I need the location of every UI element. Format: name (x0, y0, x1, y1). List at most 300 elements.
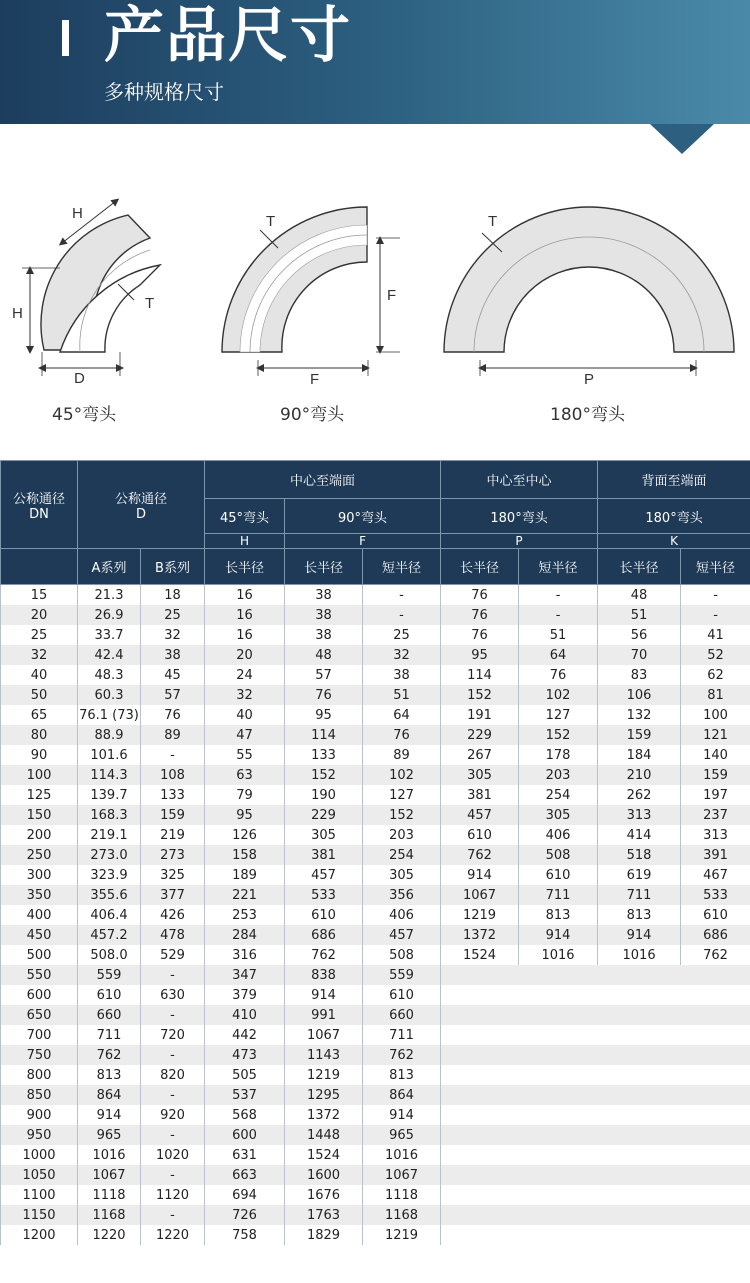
table-cell: 100 (1, 765, 78, 785)
table-cell: 864 (78, 1085, 141, 1105)
table-cell (681, 1125, 750, 1145)
table-cell: 347 (205, 965, 285, 985)
table-cell (519, 1065, 598, 1085)
table-cell: 203 (363, 825, 441, 845)
table-cell: 711 (519, 885, 598, 905)
table-cell: 140 (681, 745, 750, 765)
table-row (1, 685, 750, 705)
table-cell: - (141, 745, 205, 765)
table-cell: 56 (598, 625, 681, 645)
table-cell: 377 (141, 885, 205, 905)
table-row (1, 1025, 750, 1045)
table-cell: 379 (205, 985, 285, 1005)
table-cell (598, 1025, 681, 1045)
table-cell: 631 (205, 1145, 285, 1165)
f-right-label: F (387, 287, 397, 304)
table-cell: 76 (441, 605, 519, 625)
elbow-45-drawing (22, 201, 160, 376)
table-cell: 273.0 (78, 845, 141, 865)
table-cell: 48 (285, 645, 363, 665)
table-cell: 100 (681, 705, 750, 725)
table-row (1, 805, 750, 825)
table-cell: 114 (441, 665, 519, 685)
table-cell (441, 1125, 519, 1145)
table-cell: 711 (598, 885, 681, 905)
table-cell: 813 (519, 905, 598, 925)
header-elbow180-p: 180°弯头 (441, 499, 598, 534)
table-cell: 38 (363, 665, 441, 685)
table-cell: 1219 (441, 905, 519, 925)
table-cell: 57 (285, 665, 363, 685)
table-cell: 1200 (1, 1225, 78, 1245)
table-cell: 1295 (285, 1085, 363, 1105)
table-row (1, 1045, 750, 1065)
table-cell: 914 (285, 985, 363, 1005)
table-cell: 152 (519, 725, 598, 745)
table-cell: 559 (78, 965, 141, 985)
table-cell: 52 (681, 645, 750, 665)
table-cell: 70 (598, 645, 681, 665)
table-row (1, 785, 750, 805)
table-row (1, 625, 750, 645)
table-cell: 900 (1, 1105, 78, 1125)
f-bottom-label: F (310, 371, 320, 388)
table-cell: 1524 (441, 945, 519, 965)
elbow-90-drawing (222, 207, 400, 376)
table-cell: 26.9 (78, 605, 141, 625)
table-cell: 686 (285, 925, 363, 945)
table-cell: 610 (285, 905, 363, 925)
table-cell: 24 (205, 665, 285, 685)
table-cell: 1372 (441, 925, 519, 945)
table-cell: - (141, 1085, 205, 1105)
table-cell: 284 (205, 925, 285, 945)
table-cell: 325 (141, 865, 205, 885)
table-cell: 478 (141, 925, 205, 945)
table-cell: 1219 (285, 1065, 363, 1085)
table-cell: 40 (205, 705, 285, 725)
table-cell: 500 (1, 945, 78, 965)
header-h-long: 长半径 (205, 549, 285, 585)
table-cell: 406.4 (78, 905, 141, 925)
header-p: P (441, 534, 598, 549)
table-cell: 991 (285, 1005, 363, 1025)
table-cell: 1100 (1, 1185, 78, 1205)
table-cell: 190 (285, 785, 363, 805)
table-cell: 610 (363, 985, 441, 1005)
table-cell (519, 1025, 598, 1045)
table-cell: 508.0 (78, 945, 141, 965)
table-cell (598, 1065, 681, 1085)
header-d-label: 公称通径 (115, 491, 168, 507)
table-row (1, 1065, 750, 1085)
table-cell: 41 (681, 625, 750, 645)
table-cell: 473 (205, 1045, 285, 1065)
table-cell (441, 1085, 519, 1105)
table-cell: 529 (141, 945, 205, 965)
table-cell: 152 (363, 805, 441, 825)
header-k-long: 长半径 (598, 549, 681, 585)
header-d (78, 461, 205, 549)
table-cell: 457.2 (78, 925, 141, 945)
table-cell (441, 1185, 519, 1205)
table-cell: 62 (681, 665, 750, 685)
table-cell: 518 (598, 845, 681, 865)
table-body (1, 585, 750, 1246)
table-row (1, 1225, 750, 1245)
table-row (1, 925, 750, 945)
table-row (1, 585, 750, 606)
table-cell (681, 1065, 750, 1085)
table-cell (681, 1225, 750, 1245)
table-cell: - (681, 585, 750, 606)
table-cell (598, 1125, 681, 1145)
table-cell: 426 (141, 905, 205, 925)
header-center-end: 中心至端面 (205, 461, 441, 499)
table-cell: 16 (205, 625, 285, 645)
table-cell: 114.3 (78, 765, 141, 785)
table-row (1, 825, 750, 845)
table-cell: 356 (363, 885, 441, 905)
table-cell: 237 (681, 805, 750, 825)
table-cell: 48.3 (78, 665, 141, 685)
table-cell: - (681, 605, 750, 625)
table-cell: 89 (141, 725, 205, 745)
table-cell (681, 965, 750, 985)
table-cell: 568 (205, 1105, 285, 1125)
table-cell: 305 (363, 865, 441, 885)
t-label-180: T (488, 213, 498, 230)
table-cell: 89 (363, 745, 441, 765)
table-cell: 619 (598, 865, 681, 885)
table-row (1, 705, 750, 725)
table-cell: 76 (285, 685, 363, 705)
table-cell: 1067 (363, 1165, 441, 1185)
table-cell: 750 (1, 1045, 78, 1065)
table-cell (441, 1005, 519, 1025)
table-row (1, 945, 750, 965)
table-cell: 33.7 (78, 625, 141, 645)
table-cell: 650 (1, 1005, 78, 1025)
table-cell: 57 (141, 685, 205, 705)
table-cell: 1763 (285, 1205, 363, 1225)
table-cell: 914 (598, 925, 681, 945)
table-cell: 950 (1, 1125, 78, 1145)
table-cell: 355.6 (78, 885, 141, 905)
table-cell: 1016 (598, 945, 681, 965)
table-row (1, 1005, 750, 1025)
table-cell: 1000 (1, 1145, 78, 1165)
table-cell: 1120 (141, 1185, 205, 1205)
table-cell: 21.3 (78, 585, 141, 606)
table-cell: 1524 (285, 1145, 363, 1165)
table-row (1, 1205, 750, 1225)
table-row (1, 1185, 750, 1205)
table-cell: 850 (1, 1085, 78, 1105)
table-cell: 1219 (363, 1225, 441, 1245)
table-cell: 133 (285, 745, 363, 765)
table-cell: 168.3 (78, 805, 141, 825)
table-cell: 229 (285, 805, 363, 825)
table-cell: 64 (519, 645, 598, 665)
table-cell: 76.1 (73) (78, 705, 141, 725)
header-elbow180-k: 180°弯头 (598, 499, 750, 534)
t-label-45: T (145, 295, 155, 312)
table-cell (681, 1005, 750, 1025)
table-cell: 45 (141, 665, 205, 685)
table-cell: - (363, 585, 441, 606)
table-cell: 253 (205, 905, 285, 925)
caption-180-elbow: 180°弯头 (550, 405, 625, 425)
table-row (1, 1165, 750, 1185)
table-row (1, 1125, 750, 1145)
table-cell: 381 (285, 845, 363, 865)
table-cell: 197 (681, 785, 750, 805)
table-cell: 76 (519, 665, 598, 685)
table-cell (681, 1145, 750, 1165)
table-cell: 254 (363, 845, 441, 865)
elbow-180-drawing (444, 207, 734, 376)
table-cell (441, 1105, 519, 1125)
table-cell: 1050 (1, 1165, 78, 1185)
table-cell: 178 (519, 745, 598, 765)
table-cell: 663 (205, 1165, 285, 1185)
table-cell: 414 (598, 825, 681, 845)
table-cell: 210 (598, 765, 681, 785)
header-p-long: 长半径 (441, 549, 519, 585)
table-cell: 88.9 (78, 725, 141, 745)
table-cell: 20 (205, 645, 285, 665)
table-cell: 159 (598, 725, 681, 745)
table-cell: 406 (519, 825, 598, 845)
table-cell (681, 1105, 750, 1125)
table-cell (598, 1225, 681, 1245)
table-cell: 51 (363, 685, 441, 705)
table-cell: 76 (141, 705, 205, 725)
table-row (1, 765, 750, 785)
table-cell: 60.3 (78, 685, 141, 705)
table-cell (441, 1145, 519, 1165)
table-cell: 813 (363, 1065, 441, 1085)
table-cell: 38 (285, 625, 363, 645)
table-cell: 600 (205, 1125, 285, 1145)
header-dn (1, 461, 78, 549)
table-cell: 1168 (78, 1205, 141, 1225)
table-cell: 102 (519, 685, 598, 705)
table-cell: 63 (205, 765, 285, 785)
table-cell: 25 (1, 625, 78, 645)
table-cell: 316 (205, 945, 285, 965)
table-cell: 450 (1, 925, 78, 945)
table-cell: 48 (598, 585, 681, 606)
table-cell: 838 (285, 965, 363, 985)
table-cell: 80 (1, 725, 78, 745)
table-cell: 610 (519, 865, 598, 885)
table-cell: 250 (1, 845, 78, 865)
table-cell: 694 (205, 1185, 285, 1205)
table-cell: 203 (519, 765, 598, 785)
table-cell: 864 (363, 1085, 441, 1105)
table-cell: 762 (363, 1045, 441, 1065)
table-cell (598, 1085, 681, 1105)
h-left-label: H (12, 305, 23, 322)
table-cell: 1118 (363, 1185, 441, 1205)
table-cell (681, 1165, 750, 1185)
table-cell: 51 (519, 625, 598, 645)
table-row (1, 965, 750, 985)
table-cell (441, 1165, 519, 1185)
table-cell (519, 1205, 598, 1225)
table-cell: 914 (78, 1105, 141, 1125)
caption-90-elbow: 90°弯头 (280, 405, 345, 425)
table-cell: 1600 (285, 1165, 363, 1185)
table-cell: 381 (441, 785, 519, 805)
table-cell: 65 (1, 705, 78, 725)
table-cell: 101.6 (78, 745, 141, 765)
table-row (1, 725, 750, 745)
header-series-a: A系列 (78, 549, 141, 585)
table-cell: 762 (681, 945, 750, 965)
table-cell (598, 1185, 681, 1205)
table-cell: 400 (1, 905, 78, 925)
table-cell: 700 (1, 1025, 78, 1045)
table-cell: 1020 (141, 1145, 205, 1165)
table-cell: 1143 (285, 1045, 363, 1065)
table-cell (598, 1005, 681, 1025)
page-title: 产品尺寸 (104, 1, 352, 71)
table-cell: 660 (363, 1005, 441, 1025)
table-cell: - (141, 1165, 205, 1185)
table-cell: 965 (363, 1125, 441, 1145)
table-cell: 813 (598, 905, 681, 925)
table-cell: 537 (205, 1085, 285, 1105)
table-cell: - (519, 585, 598, 606)
table-cell (519, 1005, 598, 1025)
table-cell: 159 (681, 765, 750, 785)
table-cell: 76 (441, 625, 519, 645)
table-cell: 914 (519, 925, 598, 945)
page-subtitle: 多种规格尺寸 (104, 80, 224, 104)
table-cell: 965 (78, 1125, 141, 1145)
header-f-long: 长半径 (285, 549, 363, 585)
dimension-table (0, 460, 750, 1245)
table-cell: 47 (205, 725, 285, 745)
header-elbow45: 45°弯头 (205, 499, 285, 534)
table-cell (598, 1165, 681, 1185)
header-center-center: 中心至中心 (441, 461, 598, 499)
table-cell: 1372 (285, 1105, 363, 1125)
h-top-label: H (72, 205, 83, 222)
header-dn-blank (1, 549, 78, 585)
table-cell: 133 (141, 785, 205, 805)
table-cell: 219 (141, 825, 205, 845)
table-cell: - (141, 1005, 205, 1025)
table-cell: 720 (141, 1025, 205, 1045)
table-cell: 920 (141, 1105, 205, 1125)
table-cell (441, 1045, 519, 1065)
table-cell: 914 (363, 1105, 441, 1125)
table-cell: 38 (285, 585, 363, 606)
table-cell (441, 1065, 519, 1085)
header-series-b: B系列 (141, 549, 205, 585)
table-cell: 726 (205, 1205, 285, 1225)
table-cell: 102 (363, 765, 441, 785)
table-cell (441, 1225, 519, 1245)
table-cell: 32 (363, 645, 441, 665)
table-cell: - (519, 605, 598, 625)
table-row (1, 645, 750, 665)
table-cell (598, 985, 681, 1005)
header-banner (0, 0, 750, 124)
table-cell: 150 (1, 805, 78, 825)
table-cell: 457 (285, 865, 363, 885)
table-cell: 152 (441, 685, 519, 705)
table-cell: 32 (141, 625, 205, 645)
table-cell: 762 (285, 945, 363, 965)
header-k: K (598, 534, 750, 549)
table-cell: 127 (363, 785, 441, 805)
table-cell: 16 (205, 605, 285, 625)
table-cell: 81 (681, 685, 750, 705)
table-cell: 1168 (363, 1205, 441, 1225)
table-cell: 300 (1, 865, 78, 885)
table-cell: 533 (681, 885, 750, 905)
table-cell: 79 (205, 785, 285, 805)
table-cell (519, 1125, 598, 1145)
table-cell: 20 (1, 605, 78, 625)
table-cell: 32 (205, 685, 285, 705)
header-p-short: 短半径 (519, 549, 598, 585)
table-cell: 95 (441, 645, 519, 665)
table-cell (441, 965, 519, 985)
table-cell (681, 1025, 750, 1045)
table-cell: 406 (363, 905, 441, 925)
table-cell (598, 1145, 681, 1165)
table-cell: 660 (78, 1005, 141, 1025)
table-cell: 267 (441, 745, 519, 765)
caption-45-elbow: 45°弯头 (52, 405, 117, 425)
table-cell: 457 (363, 925, 441, 945)
table-cell: 457 (441, 805, 519, 825)
table-row (1, 905, 750, 925)
table-cell: 914 (441, 865, 519, 885)
table-cell: - (363, 605, 441, 625)
table-cell: 305 (285, 825, 363, 845)
table-cell: 550 (1, 965, 78, 985)
table-cell: 1016 (78, 1145, 141, 1165)
table-cell: 305 (519, 805, 598, 825)
table-cell: 76 (441, 585, 519, 606)
table-cell: 15 (1, 585, 78, 606)
table-cell: 305 (441, 765, 519, 785)
table-cell (681, 1045, 750, 1065)
elbow-diagrams (0, 150, 750, 450)
table-row (1, 745, 750, 765)
table-cell: 42.4 (78, 645, 141, 665)
table-cell (441, 1025, 519, 1045)
table-cell: 126 (205, 825, 285, 845)
table-cell: 38 (141, 645, 205, 665)
table-cell: 40 (1, 665, 78, 685)
header-k-short: 短半径 (681, 549, 750, 585)
d-label: D (74, 370, 85, 387)
table-cell: 610 (441, 825, 519, 845)
table-cell: 762 (78, 1045, 141, 1065)
header-d-sub: D (136, 506, 147, 522)
header-f-short: 短半径 (363, 549, 441, 585)
table-cell: 95 (285, 705, 363, 725)
table-cell (598, 1045, 681, 1065)
